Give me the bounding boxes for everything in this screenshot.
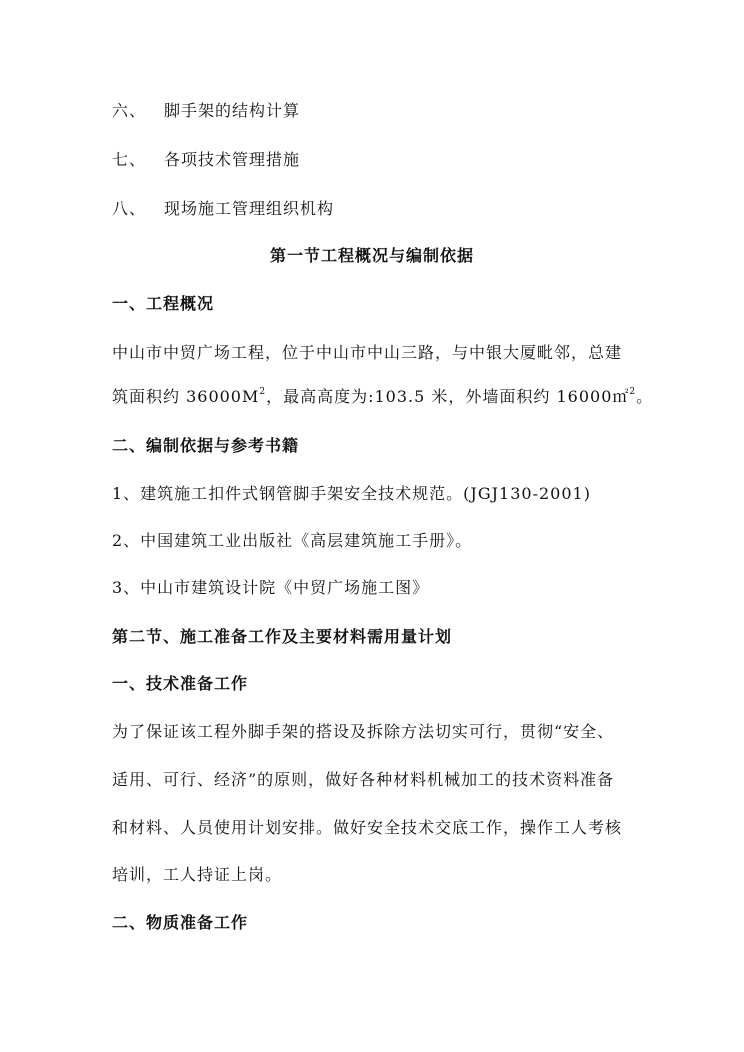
text-run: ，最高高度为:103.5 米，外墙面积约 16000㎡ bbox=[266, 387, 630, 406]
toc-item-number: 六、 bbox=[112, 101, 147, 120]
paragraph-line: 中山市中贸广场工程，位于中山市中山三路，与中银大厦毗邻，总建 bbox=[112, 343, 623, 362]
toc-item-label: 脚手架的结构计算 bbox=[164, 101, 301, 120]
text-run: 。 bbox=[636, 387, 654, 406]
subsection-heading: 二、编制依据与参考书籍 bbox=[112, 436, 300, 455]
section-title: 第二节、施工准备工作及主要材料需用量计划 bbox=[112, 627, 453, 646]
paragraph-line: 适用、可行、经济”的原则，做好各种材料机械加工的技术资料准备 bbox=[112, 770, 615, 789]
list-item: 2、中国建筑工业出版社《高层建筑施工手册》。 bbox=[112, 531, 473, 550]
subsection-heading: 二、物质准备工作 bbox=[112, 913, 249, 932]
toc-item-number: 七、 bbox=[112, 150, 147, 169]
paragraph-line bbox=[112, 386, 653, 408]
paragraph-line: 为了保证该工程外脚手架的搭设及拆除方法切实可行，贯彻“安全、 bbox=[112, 722, 615, 741]
toc-item-label: 各项技术管理措施 bbox=[164, 150, 301, 169]
subsection-heading: 一、技术准备工作 bbox=[112, 674, 249, 693]
superscript: 2 bbox=[629, 387, 637, 397]
toc-item bbox=[112, 100, 300, 122]
list-item: 3、中山市建筑设计院《中贸广场施工图》 bbox=[112, 578, 430, 597]
subsection-heading: 一、工程概况 bbox=[112, 294, 215, 313]
toc-item-label: 现场施工管理组织机构 bbox=[164, 199, 335, 218]
superscript: 2 bbox=[259, 387, 267, 397]
section-title: 第一节工程概况与编制依据 bbox=[269, 246, 474, 265]
toc-item-number: 八、 bbox=[112, 199, 147, 218]
toc-item bbox=[112, 149, 300, 171]
toc-item bbox=[112, 198, 334, 220]
list-item: 1、建筑施工扣件式钢管脚手架安全技术规范。(JGJ130-2001) bbox=[112, 484, 591, 503]
paragraph-line: 和材料、人员使用计划安排。做好安全技术交底工作，操作工人考核 bbox=[112, 818, 623, 837]
text-run: 筑面积约 36000M bbox=[112, 387, 260, 406]
paragraph-line: 培训，工人持证上岗。 bbox=[112, 865, 283, 884]
